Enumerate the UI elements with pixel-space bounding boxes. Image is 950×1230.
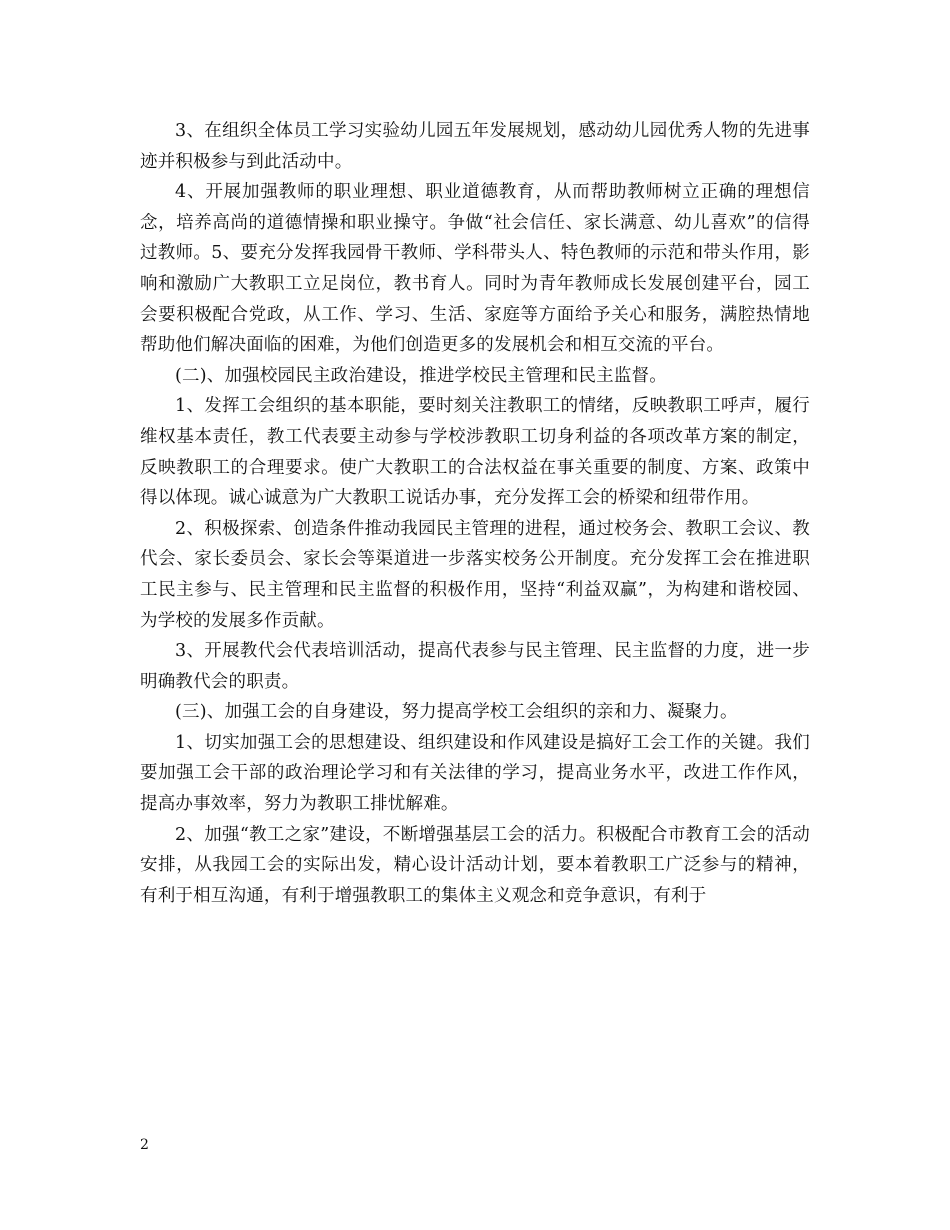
paragraph-3: 1、发挥工会组织的基本职能，要时刻关注教职工的情绪，反映教职工呼声，履行维权基本责任，教工代表要主动参与学校涉教职工切身利益的各项改革方案的制定，反映教职工的合理要求。使广大教职工的合法权益在事关重要的制度、方案、政策中得以体现。诚心诚意为广大教职工说话办事，充分发挥工会的桥梁和纽带作用。 bbox=[140, 396, 810, 509]
section-heading-2: (二)、加强校园民主政治建设，推进学校民主管理和民主监督。 bbox=[175, 365, 667, 386]
page-number: 2 bbox=[140, 1137, 149, 1153]
paragraph-6: 1、切实加强工会的思想建设、组织建设和作风建设是搞好工会工作的关键。我们要加强工会干部的政治理论学习和有关法律的学习，提高业务水平，改进工作作风，提高办事效率，努力为教职工排忧解难。 bbox=[140, 732, 810, 815]
document-body bbox=[140, 116, 810, 911]
section-heading-3: (三)、加强工会的自身建设，努力提高学校工会组织的亲和力、凝聚力。 bbox=[175, 702, 738, 723]
paragraph-1: 3、在组织全体员工学习实验幼儿园五年发展规划，感动幼儿园优秀人物的先进事迹并积极参与到此活动中。 bbox=[140, 121, 810, 172]
paragraph-4: 2、积极探索、创造条件推动我园民主管理的进程，通过校务会、教职工会议、教代会、家长委员会、家长会等渠道进一步落实校务公开制度。充分发挥工会在推进职工民主参与、民主管理和民主监督的积极作用，坚持“利益双赢”，为构建和谐校园、为学校的发展多作贡献。 bbox=[140, 518, 810, 631]
paragraph-2: 4、开展加强教师的职业理想、职业道德教育，从而帮助教师树立正确的理想信念，培养高尚的道德情操和职业操守。争做“社会信任、家长满意、幼儿喜欢”的信得过教师。5、要充分发挥我园骨干教师、学科带头人、特色教师的示范和带头作用，影响和激励广大教职工立足岗位，教书育人。同时为青年教师成长发展创建平台，园工会要积极配合党政，从工作、学习、生活、家庭等方面给予关心和服务，满腔热情地帮助他们解决面临的困难，为他们创造更多的发展机会和相互交流的平台。 bbox=[140, 182, 810, 356]
paragraph-7: 2、加强“教工之家”建设，不断增强基层工会的活力。积极配合市教育工会的活动安排，从我园工会的实际出发，精心设计活动计划，要本着教职工广泛参与的精神，有利于相互沟通，有利于增强教职工的集体主义观念和竞争意识，有利于 bbox=[140, 824, 810, 906]
paragraph-5: 3、开展教代会代表培训活动，提高代表参与民主管理、民主监督的力度，进一步明确教代会的职责。 bbox=[140, 641, 810, 692]
